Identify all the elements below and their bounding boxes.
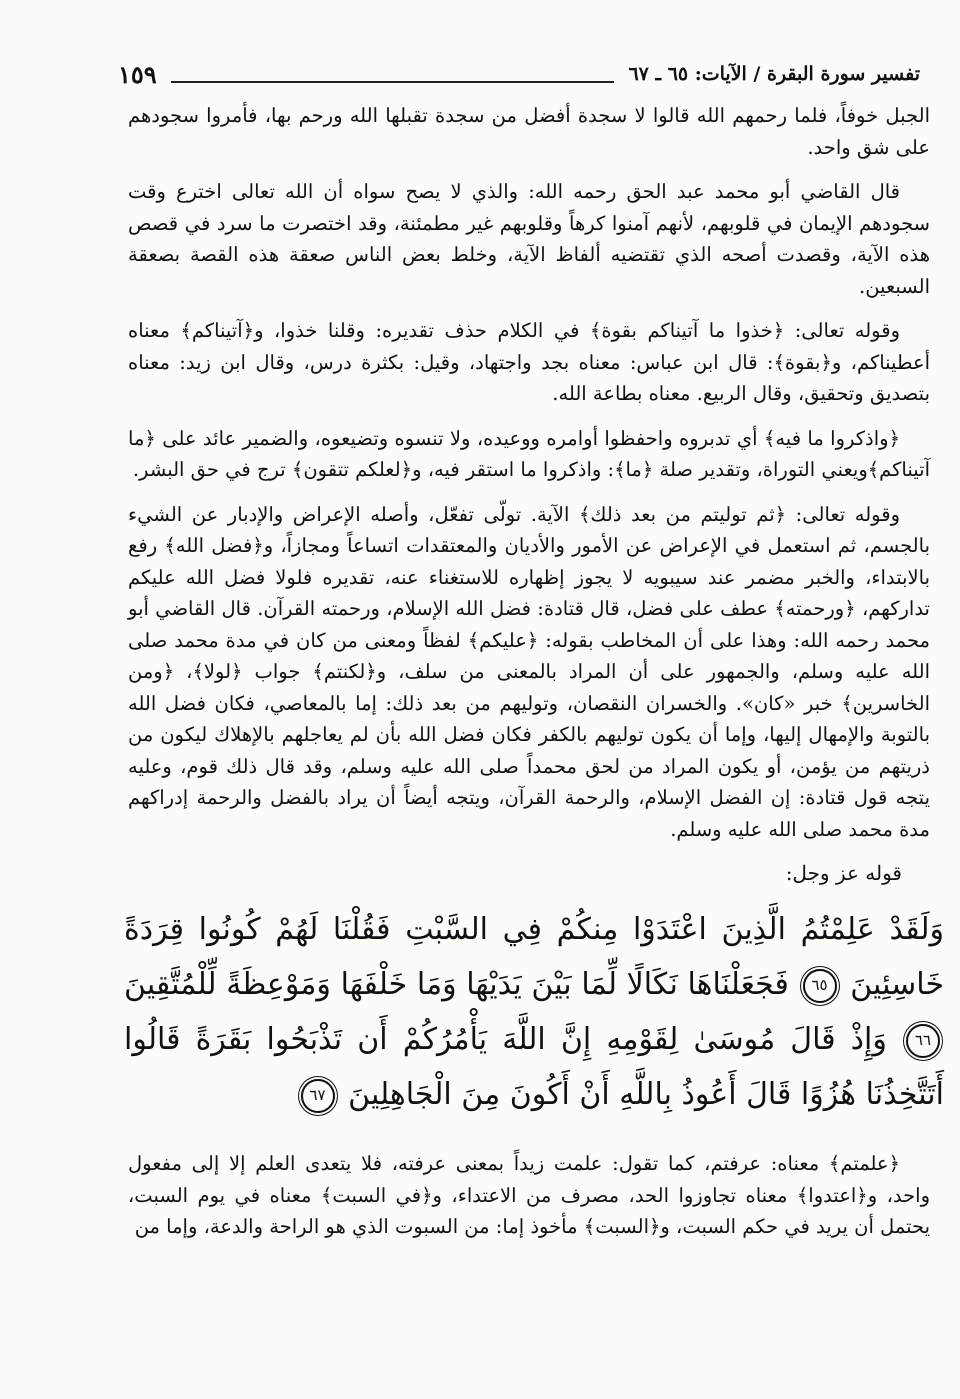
commentary-paragraph: ﴿علمتم﴾ معناه: عرفتم، كما تقول: علمت زيداً بمعنى عرفته، فلا يتعدى العلم إلا إلى مفعول واحد، و﴿اعتدوا﴾ معناه تجاوزوا الحد، مصرف من الاعتداء، و﴿في السبت﴾ معناه في يوم السبت، يحتمل أن يريد في حكم السبت، و﴿السبت﴾ مأخوذ إما: من السبوت الذي هو الراحة والدعة، وإما من	[128, 1152, 930, 1238]
paragraph: وقوله تعالى: ﴿ثم توليتم من بعد ذلك﴾ الآية. تولّى تفعّل، وأصله الإعراض والإدبار عن الشيء بالجسم، ثم استعمل في الإعراض عن الأمور والأديان والمعتقدات اتساعاً ومجازاً، و﴿فضل الله﴾ رفع بالابتداء، والخبر مضمر عند سيبويه لا يجوز إظهاره للاستغناء عنه، تقديره فلولا فضل الله عليكم تداركهم، ﴿ورحمته﴾ عطف على فضل، قال قتادة: فضل الله الإسلام، ورحمته القرآن. قال القاضي أبو محمد رحمه الله: وهذا على أن المخاطب بقوله: ﴿عليكم﴾ لفظاً ومعنى من كان في مدة محمد صلى الله عليه وسلم، والجمهور على أن المراد بالمعنى من سلف، و﴿لكنتم﴾ جواب ﴿لولا﴾، ﴿ومن الخاسرين﴾ خبر «كان». والخسران النقصان، وتوليهم من بعد ذلك: إما بالمعاصي، فكان فضل الله بالتوبة والإمهال إليها، وإما أن يكون توليهم بالكفر فكان فضل الله بأن لم يعاجلهم بالإهلاك ليكون من ذريتهم من يؤمن، أو يكون المراد من لحق محمداً صلى الله عليه وسلم، وقد قال ذلك قوم، وعليه يتجه قول قتادة: إن الفضل الإسلام، والرحمة القرآن، ويتجه أيضاً أن يراد بالفضل والرحمة إدراكهم مدة محمد صلى الله عليه وسلم.	[128, 502, 930, 841]
paragraph: الجبل خوفاً، فلما رحمهم الله قالوا لا سجدة أفضل من سجدة تقبلها الله ورحم بها، فأمروا سجودهم على شق واحد.	[128, 104, 930, 159]
page-body	[124, 100, 944, 1256]
header-rule	[171, 81, 615, 83]
verse-text: وَلَقَدْ عَلِمْتُمُ الَّذِينَ اعْتَدَوْا مِنكُمْ فِي السَّبْتِ فَقُلْنَا لَهُمْ كُونُوا قِرَدَةً خَاسِئِينَ	[124, 912, 944, 1002]
ayah-number-marker: ٦٧	[301, 1079, 335, 1113]
ayah-number-marker: ٦٥	[803, 969, 837, 1003]
verse-text: وَإِذْ قَالَ مُوسَىٰ لِقَوْمِهِ إِنَّ اللَّهَ يَأْمُرُكُمْ أَن تَذْبَحُوا بَقَرَةً قَالُوا أَتَتَّخِذُنَا هُزُوًا قَالَ أَعُوذُ بِاللَّهِ أَنْ أَكُونَ مِنَ الْجَاهِلِينَ	[124, 1022, 944, 1112]
ayah-number-marker: ٦٦	[906, 1024, 940, 1058]
running-title: تفسير سورة البقرة / الآيات: ٦٥ ـ ٦٧	[628, 63, 920, 85]
paragraph: ﴿واذكروا ما فيه﴾ أي تدبروه واحفظوا أوامره ووعيده، ولا تنسوه وتضيعوه، والضمير عائد على ﴿ما آتيناكم﴾ويعني التوراة، وتقدير صلة ﴿ما﴾: واذكروا ما استقر فيه، و﴿لعلكم تتقون﴾ ترج في حق البشر.	[128, 426, 930, 481]
paragraph: وقوله تعالى: ﴿خذوا ما آتيناكم بقوة﴾ في الكلام حذف تقديره: وقلنا خذوا، و﴿آتيناكم﴾ معناه أعطيناكم، و﴿بقوة﴾: قال ابن عباس: معناه بجد واجتهاد، وقيل: بكثرة درس، وقال ابن زيد: معناه بتصديق وتحقيق، وقال الربيع. معناه بطاعة الله.	[128, 319, 930, 405]
page-header	[118, 52, 920, 96]
quran-verses	[124, 902, 944, 1122]
page-number: ١٥٩	[118, 59, 157, 89]
verse-intro: قوله عز وجل:	[785, 861, 902, 885]
verse-text: فَجَعَلْنَاهَا نَكَالًا لِّمَا بَيْنَ يَدَيْهَا وَمَا خَلْفَهَا وَمَوْعِظَةً لِّلْمُتَّقِينَ	[124, 967, 789, 1002]
paragraph: قال القاضي أبو محمد عبد الحق رحمه الله: والذي لا يصح سواه أن الله تعالى اخترع وقت سجودهم الإيمان في قلوبهم، لأنهم آمنوا كرهاً وقلوبهم غير مطمئنة، وقد اختصرت ما سرد في قصص هذه الآية، وقصدت أصحه الذي تقتضيه ألفاظ الآية، وخلط بعض الناس صعقة هذه القصة بصعقة السبعين.	[128, 180, 930, 298]
